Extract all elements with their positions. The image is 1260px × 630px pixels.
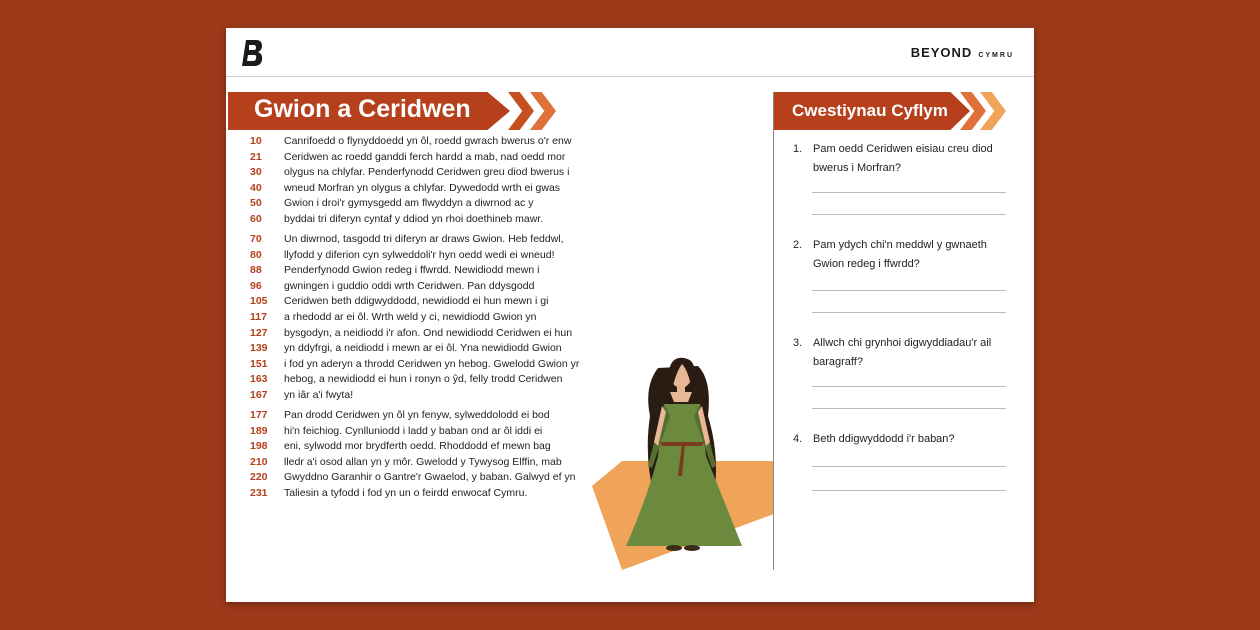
header-bar (226, 28, 1034, 77)
line-text: Ceridwen ac roedd ganddi ferch hardd a mab, nad oedd mor (284, 150, 566, 163)
line-text: lledr a'i osod allan yn y môr. Gwelodd y Tywysog Elffin, mab (284, 455, 562, 468)
story-line (250, 181, 630, 197)
story-line (250, 455, 630, 471)
story-paragraph (250, 408, 630, 501)
line-text: yn iâr a'i fwyta! (284, 388, 354, 401)
worksheet-page: BEYOND CYMRU Gwion a Ceridwen 10 Canrifoedd o flynyddoedd yn ôl, roedd gwrach bwerus o'r enw 21 Ceridwen ac roedd ganddi ferch hardd a mab, nad oedd mor 30 olygus na chlyfar. Penderfynodd Ceridwen greu diod bwerus i 40 wneud Morfran yn olygus a chlyfar. Dywedodd wrth ei gwas 50 Gwion i droi'r gymysgedd am flwyddyn a diwrnod ac y 60 byddai tri diferyn cyntaf y ddiod yn rhoi doethineb mawr. 70 Un diwrnod, tasgodd tri diferyn ar draws Gwion. Heb feddwl, 80 llyfodd y diferion cyn sylweddoli'r hyn oedd wedi ei wneud! 88 Penderfynodd Gwion redeg i ffwrdd. Newidiodd mewn i 96 gwningen i guddio oddi wrth Ceridwen. Pan ddysgodd 105 Ceridwen beth ddigwyddodd, newidiodd ei hun mewn i gi 117 a rhedodd ar ei ôl. Wrth weld y ci, newidiodd Gwion yn 127 bysgodyn, a neidiodd i'r afon. Ond newidiodd Ceridwen ei hun 139 yn ddyfrgi, a neidiodd i mewn ar ei ôl. Yna newidiodd Gwion 151 i fod yn aderyn a throdd Ceridwen yn hebog. Gwelodd Gwion yr 163 hebog, a newidiodd ei hun i ronyn o ŷd, felly trodd Ceridwen 167 yn iâr a'i fwyta! 177 Pan drodd Ceridwen yn ôl yn fenyw, sylweddolodd ei bod 189 hi'n feichiog. Cynlluniodd i ladd y baban ond ar ôl iddi ei 198 eni, sylwodd mor brydferth oedd. Rhoddodd ef mewn bag 210 lledr a'i osod allan yn y môr. Gwelodd y Tywysog Elffin, mab 220 Gwyddno Garanhir o Gantre'r Gwaelod, y baban. Galwyd ef yn 231 Taliesin a tyfodd i fod yn un o feirdd enwocaf Cymru. Cwestiynau Cyflym 1. Pam oedd Ceridwen eisiau creu diod bwerus i Morfran? 2. Pam ydych chi'n meddwl y gwnaeth Gwion redeg i ffwrdd? 3. Allwch chi grynhoi digwyddiadau'r ail baragraff? 4. Beth ddigwyddodd i'r baban? (226, 28, 1034, 602)
line-word-count: 60 (250, 212, 262, 225)
line-word-count: 105 (250, 295, 268, 308)
line-word-count: 40 (250, 181, 262, 194)
line-text: Penderfynodd Gwion redeg i ffwrdd. Newidiodd mewn i (284, 264, 540, 277)
chevron-icon (508, 92, 534, 130)
story-title: Gwion a Ceridwen (254, 95, 471, 123)
line-text: Taliesin a tyfodd i fod yn un o feirdd enwocaf Cymru. (284, 487, 528, 500)
answer-line[interactable] (812, 408, 1006, 409)
story-line (250, 470, 630, 486)
line-word-count: 10 (250, 135, 262, 147)
line-word-count: 151 (250, 357, 268, 370)
story-line (250, 326, 630, 342)
story-line (250, 150, 630, 166)
line-text: Pan drodd Ceridwen yn ôl yn fenyw, sylweddolodd ei bod (284, 409, 550, 422)
story-paragraph (250, 134, 630, 227)
story-line (250, 372, 630, 388)
story-paragraph (250, 232, 630, 403)
line-text: bysgodyn, a neidiodd i'r afon. Ond newidiodd Ceridwen ei hun (284, 326, 573, 339)
line-word-count: 167 (250, 388, 268, 401)
line-word-count: 88 (250, 264, 262, 277)
line-word-count: 30 (250, 166, 262, 179)
line-text: i fod yn aderyn a throdd Ceridwen yn hebog. Gwelodd Gwion yr (284, 357, 580, 370)
line-word-count: 163 (250, 373, 268, 386)
ceridwen-illustration (592, 346, 774, 570)
line-text: yn ddyfrgi, a neidiodd i mewn ar ei ôl. Yna newidiodd Gwion (284, 342, 562, 355)
answer-line[interactable] (812, 290, 1006, 291)
story-line (250, 196, 630, 212)
line-text: gwningen i guddio oddi wrth Ceridwen. Pan ddysgodd (284, 279, 535, 292)
line-word-count: 189 (250, 424, 268, 437)
story-line (250, 439, 630, 455)
line-text: eni, sylwodd mor brydferth oedd. Rhoddodd ef mewn bag (284, 440, 551, 453)
answer-line[interactable] (812, 192, 1006, 193)
story-line (250, 388, 630, 404)
story-line (250, 232, 630, 248)
line-text: hebog, a newidiodd ei hun i ronyn o ŷd, felly trodd Ceridwen (284, 373, 563, 386)
story-line (250, 424, 630, 440)
line-text: Gwion i droi'r gymysgedd am flwyddyn a diwrnod ac y (284, 197, 534, 210)
questions-title: Cwestiynau Cyflym (792, 101, 948, 120)
answer-line[interactable] (812, 386, 1006, 387)
story-line (250, 279, 630, 295)
story-line (250, 165, 630, 181)
line-word-count: 50 (250, 197, 262, 210)
answer-line[interactable] (812, 466, 1006, 467)
line-text: byddai tri diferyn cyntaf y ddiod yn rhoi doethineb mawr. (284, 212, 544, 225)
line-word-count: 96 (250, 279, 262, 292)
line-text: olygus na chlyfar. Penderfynodd Ceridwen greu diod bwerus i (284, 166, 570, 179)
line-word-count: 177 (250, 409, 268, 422)
story-line (250, 294, 630, 310)
brand-wordmark: BEYOND CYMRU (910, 45, 1014, 60)
story-line (250, 248, 630, 264)
line-text: Un diwrnod, tasgodd tri diferyn ar draws Gwion. Heb feddwl, (284, 233, 564, 246)
line-word-count: 117 (250, 311, 267, 324)
line-word-count: 139 (250, 342, 268, 355)
line-text: a rhedodd ar ei ôl. Wrth weld y ci, newidiodd Gwion yn (284, 311, 537, 324)
story-text (250, 134, 630, 507)
line-text: wneud Morfran yn olygus a chlyfar. Dywedodd wrth ei gwas (284, 181, 561, 194)
story-line (250, 134, 630, 150)
line-word-count: 70 (250, 233, 262, 246)
story-line (250, 212, 630, 228)
line-text: llyfodd y diferion cyn sylweddoli'r hyn oedd wedi ei wneud! (284, 248, 555, 261)
line-word-count: 21 (250, 150, 262, 163)
story-line (250, 486, 630, 502)
story-line (250, 341, 630, 357)
line-text: hi'n feichiog. Cynlluniodd i ladd y baban ond ar ôl iddi ei (284, 424, 543, 437)
line-word-count: 220 (250, 471, 268, 484)
line-word-count: 127 (250, 326, 268, 339)
story-line (250, 263, 630, 279)
story-line (250, 310, 630, 326)
answer-line[interactable] (812, 490, 1006, 491)
story-line (250, 357, 630, 373)
line-word-count: 231 (250, 487, 268, 500)
line-text: Canrifoedd o flynyddoedd yn ôl, roedd gwrach bwerus o'r enw (284, 135, 572, 147)
column-divider (773, 92, 774, 570)
beyond-logo-icon (240, 38, 264, 68)
answer-line[interactable] (812, 312, 1006, 313)
answer-line[interactable] (812, 214, 1006, 215)
line-word-count: 198 (250, 440, 268, 453)
line-word-count: 210 (250, 455, 268, 468)
line-word-count: 80 (250, 248, 262, 261)
story-line (250, 408, 630, 424)
line-text: Gwyddno Garanhir o Gantre'r Gwaelod, y baban. Galwyd ef yn (284, 471, 576, 484)
line-text: Ceridwen beth ddigwyddodd, newidiodd ei hun mewn i gi (284, 295, 549, 308)
